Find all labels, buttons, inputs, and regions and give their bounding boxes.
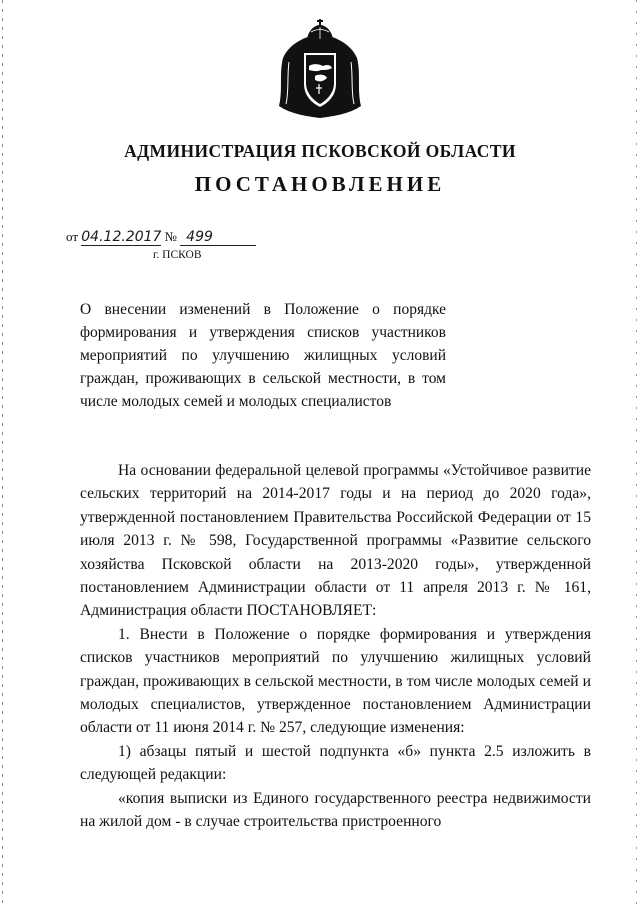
scan-edge-right	[636, 0, 637, 905]
handwritten-date: 04.12.2017	[81, 229, 162, 245]
body-paragraph-basis: На основании федеральной целевой программы «Устойчивое развитие сельских территорий на 2014-2017 годы и на период до 2020 года», утвержденной постановлением Правительства Российской Федерации от 15 июля 2013 г. № 598, Государственной программы «Развитие сельского хозяйства Псковской области на 2013-2020 годы», утвержденной постановлением Администрации области от 11 апреля 2013 г. № 161, Администрация области ПОСТАНОВЛЯЕТ:	[80, 462, 591, 620]
document-subject: О внесении изменений в Положение о порядке формирования и утверждения списков участников мероприятий по улучшению жилищных условий граждан, проживающих в сельской местности, в том числе молодых семей и молодых специалистов	[80, 301, 446, 410]
number-label: №	[164, 229, 177, 244]
body-paragraph-subitem-1: 1) абзацы пятый и шестой подпункта «б» пункта 2.5 изложить в следующей редакции:	[80, 742, 591, 784]
document-body	[80, 459, 591, 834]
city-label: г. ПСКОВ	[153, 249, 202, 261]
scan-edge-left	[2, 0, 3, 905]
dateline	[66, 229, 256, 246]
from-label: от	[66, 229, 79, 244]
body-paragraph-item-1: 1. Внести в Положение о порядке формирования и утверждения списков участников мероприятий по улучшению жилищных условий граждан, проживающих в сельской местности, в том числе молодых семей и молодых специалистов, утвержденное постановлением Администрации области от 11 июня 2014 г. № 257, следующие изменения:	[80, 625, 591, 737]
handwritten-number: 499	[180, 230, 256, 246]
body-paragraph-quote: «копия выписки из Единого государственного реестра недвижимости на жилой дом - в случае строительства пристроенного	[80, 789, 591, 831]
organization-title: АДМИНИСТРАЦИЯ ПСКОВСКОЙ ОБЛАСТИ	[124, 141, 516, 161]
document-type-heading: ПОСТАНОВЛЕНИЕ	[194, 172, 446, 196]
pskov-coat-of-arms-icon	[275, 18, 365, 120]
